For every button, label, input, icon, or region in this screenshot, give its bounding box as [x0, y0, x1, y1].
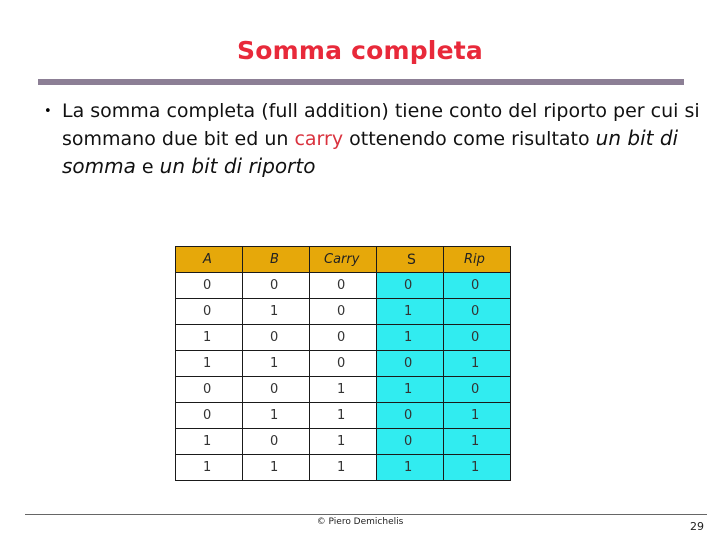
bullet-text-and: e — [135, 156, 160, 178]
table-cell: 1 — [243, 455, 310, 481]
bullet-text-mid: ottenendo come risultato — [343, 128, 596, 150]
table-cell: 0 — [310, 299, 377, 325]
table-cell: 1 — [310, 377, 377, 403]
table-header-row — [176, 247, 511, 273]
table-cell: 1 — [310, 403, 377, 429]
footer-divider — [25, 514, 707, 515]
table-cell: 1 — [377, 455, 444, 481]
bullet-point-icon: • — [44, 104, 52, 119]
table-cell: 1 — [377, 325, 444, 351]
table-cell: 1 — [243, 351, 310, 377]
table-row — [176, 377, 511, 403]
table-cell: 1 — [176, 351, 243, 377]
slide-title: Somma completa — [237, 36, 483, 65]
truth-table — [175, 246, 511, 481]
table-cell: 1 — [176, 429, 243, 455]
table-cell: 0 — [377, 403, 444, 429]
table-cell: 1 — [444, 455, 511, 481]
footer-credit: © Piero Demichelis — [316, 517, 404, 527]
table-row — [176, 455, 511, 481]
emphasis-carry-bit: un bit di riporto — [159, 154, 316, 178]
table-cell: 0 — [243, 429, 310, 455]
table-cell: 0 — [176, 299, 243, 325]
table-cell: 0 — [377, 351, 444, 377]
table-cell: 0 — [444, 273, 511, 299]
table-cell: 1 — [310, 455, 377, 481]
table-row — [176, 351, 511, 377]
emphasis-sum-bit: un bit di somma — [62, 126, 679, 178]
table-cell: 0 — [243, 273, 310, 299]
title-divider — [38, 79, 684, 85]
table-row — [176, 325, 511, 351]
table-row — [176, 273, 511, 299]
table-cell: 1 — [176, 455, 243, 481]
table-cell: 1 — [243, 299, 310, 325]
header-rip: Rip — [444, 247, 511, 273]
table-row — [176, 429, 511, 455]
table-cell: 0 — [310, 273, 377, 299]
table-cell: 0 — [310, 325, 377, 351]
table-cell: 0 — [377, 429, 444, 455]
header-s: S — [377, 247, 444, 273]
table-row — [176, 299, 511, 325]
carry-word: carry — [294, 128, 344, 150]
bullet-text-start: La somma completa (full addition) tiene conto del riporto per cui si sommano due bit ed un — [62, 100, 700, 150]
table-cell: 0 — [377, 273, 444, 299]
bullet-text — [62, 98, 702, 181]
table-cell: 1 — [444, 429, 511, 455]
header-carry: Carry — [310, 247, 377, 273]
table-cell: 1 — [444, 403, 511, 429]
table-cell: 0 — [444, 325, 511, 351]
table-cell: 1 — [176, 325, 243, 351]
table-cell: 0 — [243, 377, 310, 403]
table-cell: 0 — [310, 351, 377, 377]
table-cell: 0 — [176, 377, 243, 403]
table-cell: 0 — [444, 299, 511, 325]
table-cell: 0 — [243, 325, 310, 351]
table-cell: 1 — [243, 403, 310, 429]
table-cell: 0 — [176, 273, 243, 299]
table-cell: 0 — [444, 377, 511, 403]
table-cell: 1 — [444, 351, 511, 377]
table-cell: 0 — [176, 403, 243, 429]
header-b: B — [243, 247, 310, 273]
table-cell: 1 — [310, 429, 377, 455]
table-row — [176, 403, 511, 429]
table-body — [176, 273, 511, 481]
table-cell: 1 — [377, 377, 444, 403]
page-number: 29 — [690, 520, 704, 533]
table-cell: 1 — [377, 299, 444, 325]
header-a: A — [176, 247, 243, 273]
